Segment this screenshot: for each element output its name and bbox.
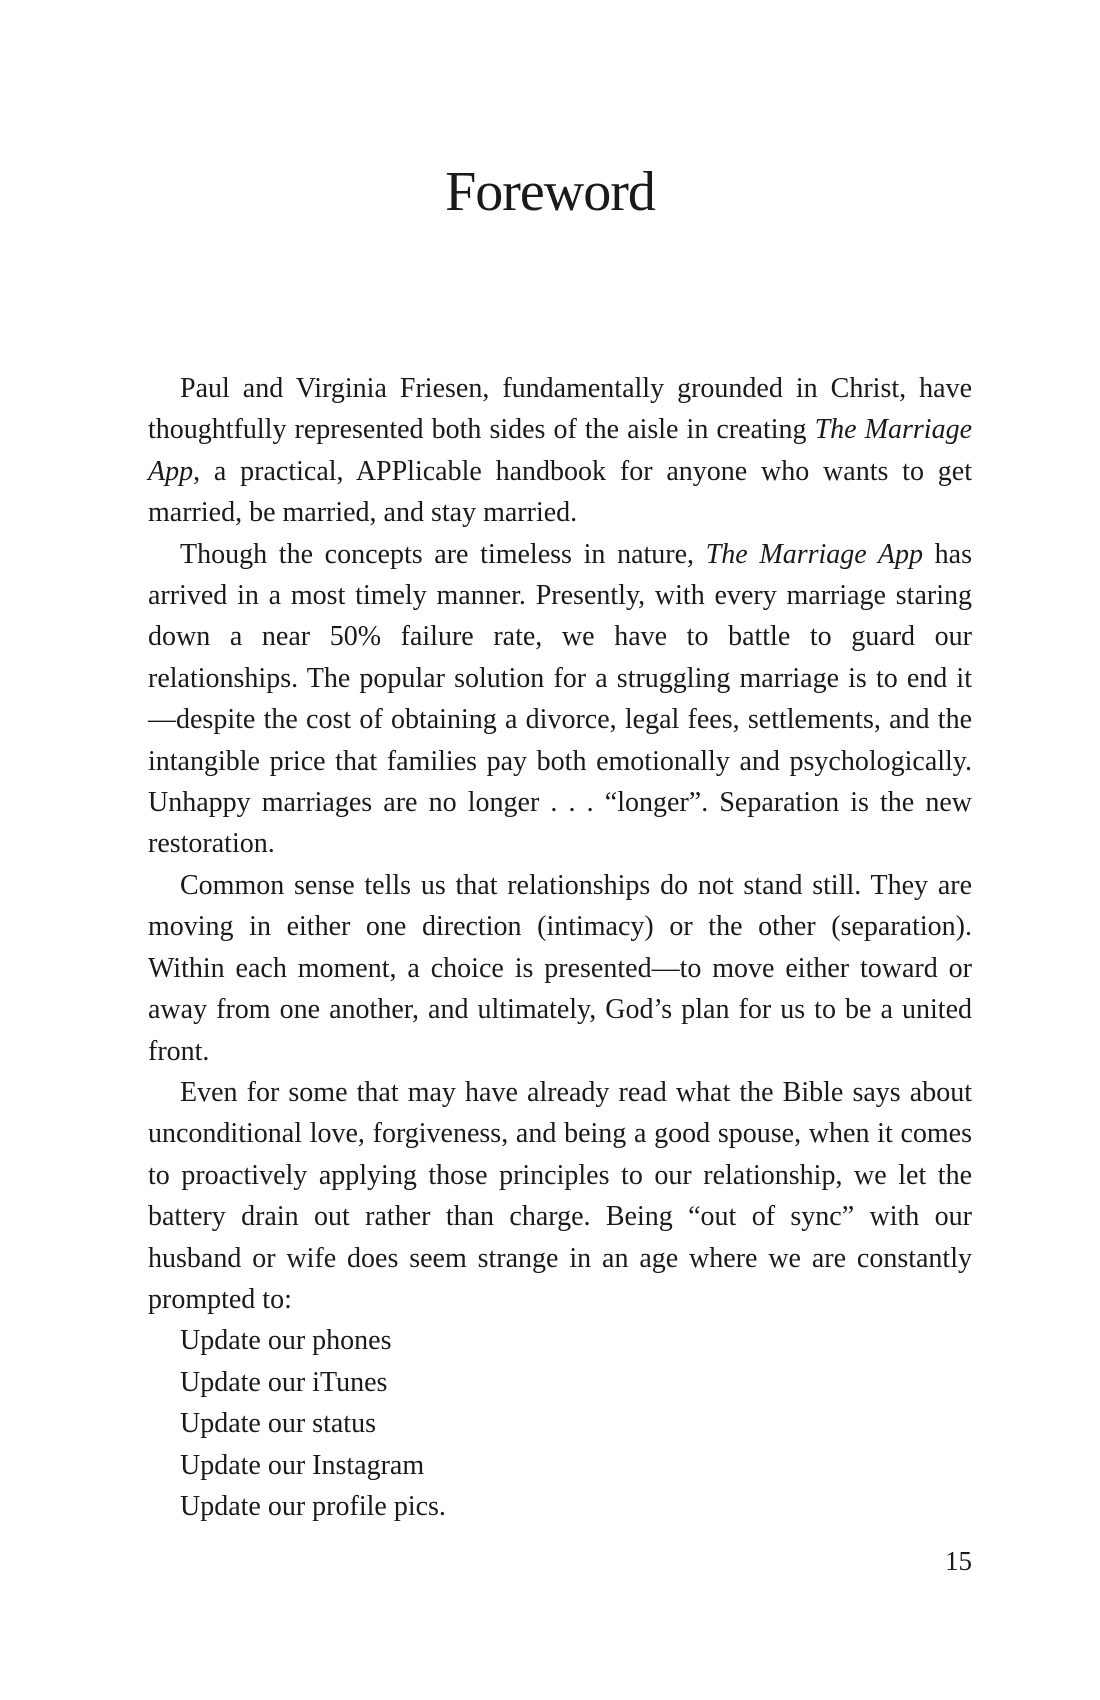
paragraph xyxy=(148,534,972,865)
paragraph-text: Paul and Virginia Friesen, fundamentally grounded in Christ, have thoughtfully represented both sides of the aisle in creating xyxy=(148,373,972,446)
paragraph xyxy=(148,865,972,1072)
update-list-item: Update our phones xyxy=(180,1325,392,1357)
update-list-item: Update our iTunes xyxy=(180,1366,388,1398)
update-list-item: Update our status xyxy=(180,1408,376,1440)
book-title-italic: The Marriage App xyxy=(705,538,923,570)
paragraph xyxy=(148,368,972,534)
paragraph-text: Common sense tells us that relationships do not stand still. They are moving in either one direction (intimacy) or the other (separation). Within each moment, a choice is presented—to move either toward or away from one another, and ultimately, God’s plan for us to be a united front. xyxy=(148,869,972,1067)
update-list-item: Update our profile pics. xyxy=(180,1490,446,1522)
paragraph-text: Even for some that may have already read what the Bible says about unconditional love, forgiveness, and being a good spouse, when it comes to proactively applying those principles to our relationship, we let the battery drain out rather than charge. Being “out of sync” with our husband or wife does seem strange in an age where we are constantly prompted to: xyxy=(148,1076,972,1315)
book-title-italic: The Marriage App xyxy=(148,414,972,487)
update-list-item: Update our Instagram xyxy=(180,1449,425,1481)
paragraph-text: , a practical, APPlicable handbook for anyone who wants to get married, be married, and stay married. xyxy=(148,455,972,529)
paragraph-text: Though the concepts are timeless in nature, xyxy=(180,538,706,570)
page-title: Foreword xyxy=(445,161,655,223)
foreword-body xyxy=(148,368,972,1527)
paragraph-group xyxy=(148,368,972,1320)
paragraph xyxy=(148,1072,972,1320)
page-number: 15 xyxy=(945,1546,972,1576)
paragraph-text: has arrived in a most timely manner. Presently, with every marriage staring down a near 50% failure rate, we have to battle to guard our relationships. The popular solution for a struggling marriage is to end it—despite the cost of obtaining a divorce, legal fees, settlements, and the intangible price that families pay both emotionally and psychologically. Unhappy marriages are no longer . . . “longer”. Separation is the new restoration. xyxy=(148,538,973,860)
update-list xyxy=(148,1320,972,1527)
